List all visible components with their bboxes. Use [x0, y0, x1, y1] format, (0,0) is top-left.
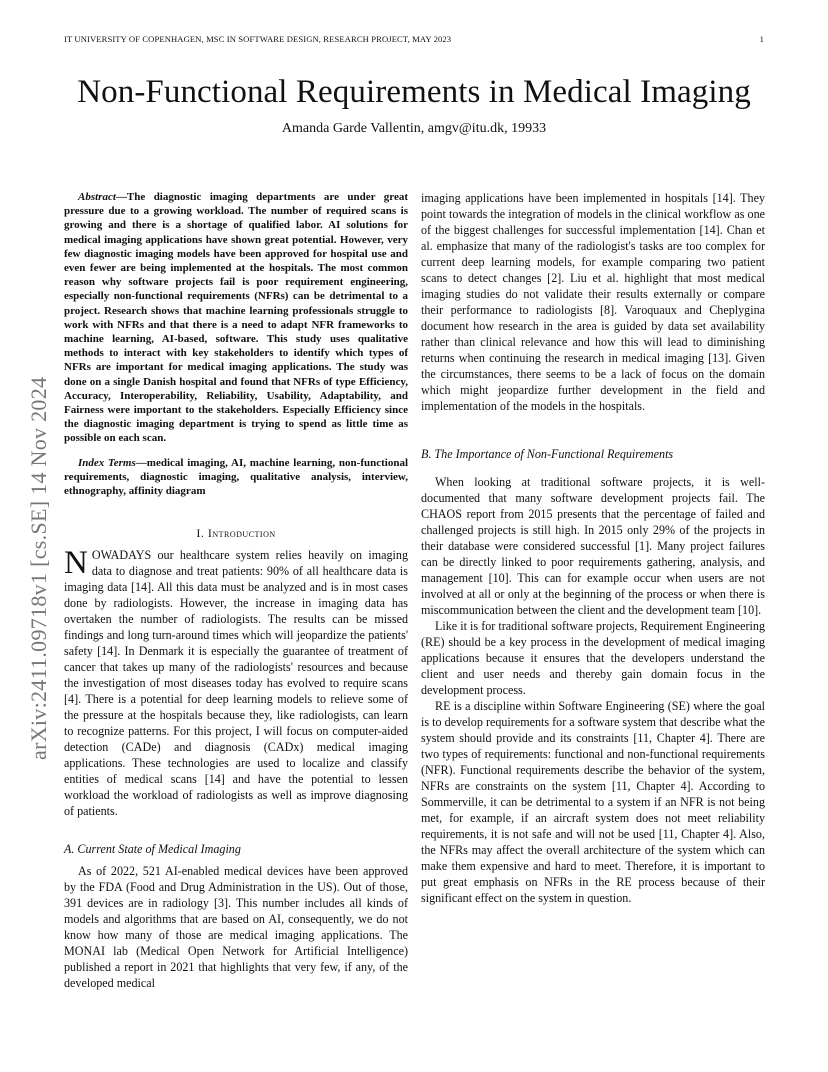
intro-paragraph: [64, 547, 408, 819]
intro-text: OWADAYS our healthcare system relies heavily on imaging data to diagnose and treat patients: 90% of all healthcare data is imaging data [14]. All this data must be analyzed and is in most cases done by radiologists. However, the increase in imaging data has overtaken the number of radiologists. The results can be missed findings and long turn-around times which will jeopardize the patients' safety [14]. In Denmark it is especially the guarantee of treatment of cancer that takes up many of the radiologists' resources and because the investigation of most diseases today has evolved to require scans [4]. There is a potential for deep learning models to relieve some of the pressure at the hospitals because they, like radiologists, can learn to recognize patterns. For this project, I will focus on computer-aided detection (CADe) and diagnosis (CADx) medical imaging applications. These technologies are used to localize and classify entities of medical scans [14] and have the potential to lessen workload the workload of radiologists as well as improve diagnosing of patients.: [64, 548, 408, 819]
index-terms-label: Index Terms: [78, 456, 136, 469]
subsection-a-paragraph: As of 2022, 521 AI-enabled medical devices have been approved by the FDA (Food and Drug Administration in the US). Out of those, 391 devices are in radiology [3]. This number includes all kinds of models and algorithms that are based on AI, consequently, we do not know how many of those are medical imaging applications. The MONAI lab (Medical Open Network for Artificial Intelligence) published a report in 2021 that highlights that very few, if any, of the developed medical: [64, 864, 408, 991]
index-terms: [64, 456, 408, 499]
subsection-b-paragraph-3: RE is a discipline within Software Engineering (SE) where the goal is to develop requirements for a software system that describe what the system should provide and its constraints [11, Chapter 4]. There are two types of requirements: functional and non-functional requirements (NFR). Functional requirements describe the behavior of the system, NFRs are constraints on the system [11, Chapter 4]. According to Sommerville, it can be detrimental to a system if an NFR is not being met, for example, if an aircraft system does not meet reliability requirements, it is not safe and will not be used [11, Chapter 4]. Also, the NFRs may affect the overall architecture of the system which can make them expensive and hard to meet. Therefore, it is important to put great emphasis on NFRs in the RE process because of their significant effect on the system in question.: [421, 699, 765, 905]
paper-title: Non-Functional Requirements in Medical Imaging: [77, 74, 751, 110]
abstract: [64, 190, 408, 446]
page-number: 1: [759, 34, 764, 44]
subsection-b-paragraph-1: When looking at traditional software projects, it is well-documented that many software development projects fail. The CHAOS report from 2015 presents that the percentage of failed and challenged projects is still high. In 2015 only 29% of the projects in their database were considered successful [1]. Many project failures can be directly linked to poor requirements gathering, analysis, and management [10]. This can for example occur when users are not involved at all or only at the beginning of the process or when there is miscommunication between the client and the development team [10].: [421, 475, 765, 617]
running-head: [64, 34, 764, 44]
running-head-text: IT UNIVERSITY OF COPENHAGEN, MSC IN SOFTWARE DESIGN, RESEARCH PROJECT, MAY 2023: [64, 34, 452, 44]
drop-cap: N: [64, 545, 88, 582]
section-heading-introduction: [64, 525, 408, 541]
author-line: Amanda Garde Vallentin, amgv@itu.dk, 19933: [281, 121, 547, 136]
subsection-a-heading: A. Current State of Medical Imaging: [64, 842, 241, 857]
abstract-text: —The diagnostic imaging departments are under great pressure due to a growing workload. The number of required scans is growing and there is a shortage of qualified labor. AI solutions for medical imaging applications have shown great potential. However, very few diagnostic imaging models have been approved for hospital use and even fewer are being implemented at the hospitals. The most common reason why software projects fail is poor requirement engineering, especially non-functional requirements (NFRs) can be detrimental to a project. Research shows that machine learning professionals struggle to work with NFRs and that there is a need to adapt NFR frameworks to machine learning, AI-based, software. This study uses qualitative methods to interact with key stakeholders to identify which types of NFRs are important for medical imaging applications. The study was done on a single Danish hospital and found that NFRs of type Efficiency, Accuracy, Interoperability, Reliability, Usability, Adaptability, and Fairness were important to the stakeholders. Especially Efficiency since the diagnostic imaging department is trying to spend as little time as possible on each scan.: [64, 191, 408, 445]
abstract-label: Abstract: [78, 191, 116, 203]
continued-paragraph: imaging applications have been implemented in hospitals [14]. They point towards the integration of models in the clinical workflow as one of the biggest challenges for successful implementation [14]. Chan et al. emphasize that many of the radiologist's tasks are too complex for current deep learning models, for example comparing two patient scans to detect changes [2]. Liu et al. highlight that most medical imaging studies do not validate their results externally or compare their performance to radiologists [8]. Varoquaux and Cheplygina document how research in the area is guided by data set availability rather than clinical relevance and how this will lead to diminishing returns when continuing the research in medical imaging [13]. Given the circumstances, there seems to be a lack of focus on the domain which might jeopardize further development in the field and implementation of the models in the hospitals.: [421, 191, 765, 413]
section-numeral: I.: [196, 526, 205, 541]
index-terms-text: —medical imaging, AI, machine learning, non-functional requirements, diagnostic imaging, qualitative analysis, interview, ethnography, affinity diagram: [64, 456, 408, 498]
subsection-b-heading: B. The Importance of Non-Functional Requirements: [421, 447, 674, 461]
arxiv-watermark: arXiv:2411.09718v1 [cs.SE] 14 Nov 2024: [26, 376, 51, 760]
section-title: Introduction: [207, 526, 276, 541]
left-column: [64, 190, 408, 991]
subsection-b-paragraph-2: Like it is for traditional software projects, Requirement Engineering (RE) should be a key process in the development of medical imaging applications because it ensures that the developers understand the client and user needs and thereby gain domain focus in the development process.: [421, 619, 765, 697]
right-column: [421, 190, 765, 906]
